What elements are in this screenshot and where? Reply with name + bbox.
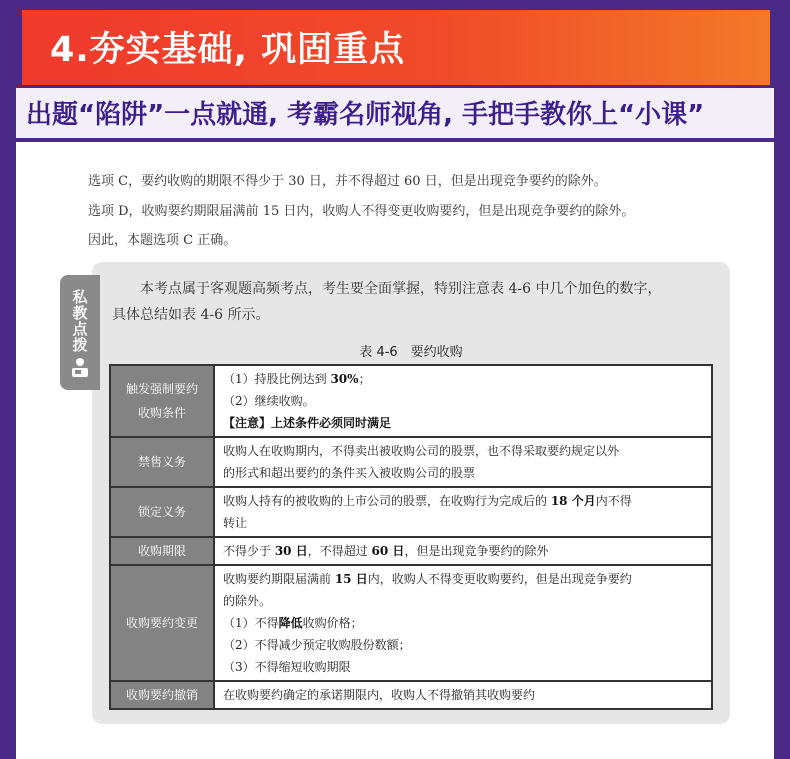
row-content bbox=[214, 437, 712, 487]
row-label: 收购要约变更 bbox=[110, 565, 214, 681]
section-banner bbox=[22, 10, 770, 85]
row-content bbox=[214, 537, 712, 565]
table-caption: 表 4-6 要约收购 bbox=[359, 345, 463, 360]
content-line: 收购人在收购期内，不得卖出被收购公司的股票，也不得采取要约规定以外 bbox=[223, 444, 620, 458]
teacher-icon bbox=[69, 357, 91, 379]
content-line: 在收购要约确定的承诺期限内，收购人不得撤销其收购要约 bbox=[223, 688, 536, 702]
subtitle-band bbox=[16, 88, 774, 138]
row-content bbox=[214, 365, 712, 437]
row-label: 收购要约撤销 bbox=[110, 681, 214, 709]
content-line: 的形式和超出要约的条件买入被收购公司的股票 bbox=[223, 466, 476, 480]
page-content bbox=[16, 142, 774, 759]
row-label: 禁售义务 bbox=[110, 437, 214, 487]
paragraph-conclusion: 因此，本题选项 C 正确。 bbox=[88, 233, 237, 248]
table-row bbox=[110, 565, 712, 681]
content-line: 的除外。 bbox=[223, 594, 272, 608]
tutor-tip-label: 私 教 点 拨 bbox=[72, 288, 88, 354]
paragraph-option-c: 选项 C，要约收购的期限不得少于 30 日，并不得超过 60 日，但是出现竞争要约的除外。 bbox=[88, 174, 607, 189]
table-row bbox=[110, 681, 712, 709]
content-line: （1）持股比例达到 30%； bbox=[223, 372, 371, 386]
content-line: 收购要约期限届满前 15 日内，收购人不得变更收购要约，但是出现竞争要约 bbox=[223, 572, 632, 586]
table-row bbox=[110, 365, 712, 437]
note-line-2: 具体总结如表 4-6 所示。 bbox=[112, 307, 270, 323]
row-content bbox=[214, 565, 712, 681]
table-row bbox=[110, 537, 712, 565]
content-line: （3）不得缩短收购期限 bbox=[223, 660, 351, 674]
content-line: （2）继续收购。 bbox=[223, 394, 315, 408]
row-label: 锁定义务 bbox=[110, 487, 214, 537]
row-content bbox=[214, 487, 712, 537]
subtitle: 出题“陷阱”一点就通, 考霸名师视角, 手把手教你上“小课” bbox=[26, 100, 705, 130]
content-line: 不得少于 30 日，不得超过 60 日，但是出现竞争要约的除外 bbox=[223, 544, 549, 558]
section-title: 4.夯实基础, 巩固重点 bbox=[50, 30, 406, 70]
content-line: 【注意】上述条件必须同时满足 bbox=[223, 416, 392, 430]
tender-offer-table bbox=[109, 364, 713, 710]
note-line-1: 本考点属于客观题高频考点，考生要全面掌握，特别注意表 4-6 中几个加色的数字， bbox=[140, 281, 662, 297]
row-content bbox=[214, 681, 712, 709]
tutor-tip-tab bbox=[60, 275, 100, 390]
tutor-note-box bbox=[92, 262, 730, 724]
table-row bbox=[110, 487, 712, 537]
paragraph-option-d: 选项 D，收购要约期限届满前 15 日内，收购人不得变更收购要约，但是出现竞争要约的除外。 bbox=[88, 204, 635, 219]
table-row bbox=[110, 437, 712, 487]
content-line: （2）不得减少预定收购股份数额； bbox=[223, 638, 411, 652]
content-line: 收购人持有的被收购的上市公司的股票，在收购行为完成后的 18 个月内不得 bbox=[223, 494, 632, 508]
row-label: 收购期限 bbox=[110, 537, 214, 565]
content-line: 转让 bbox=[223, 516, 248, 530]
content-line: （1）不得降低收购价格； bbox=[223, 616, 363, 630]
row-label: 触发强制要约 收购条件 bbox=[110, 365, 214, 437]
